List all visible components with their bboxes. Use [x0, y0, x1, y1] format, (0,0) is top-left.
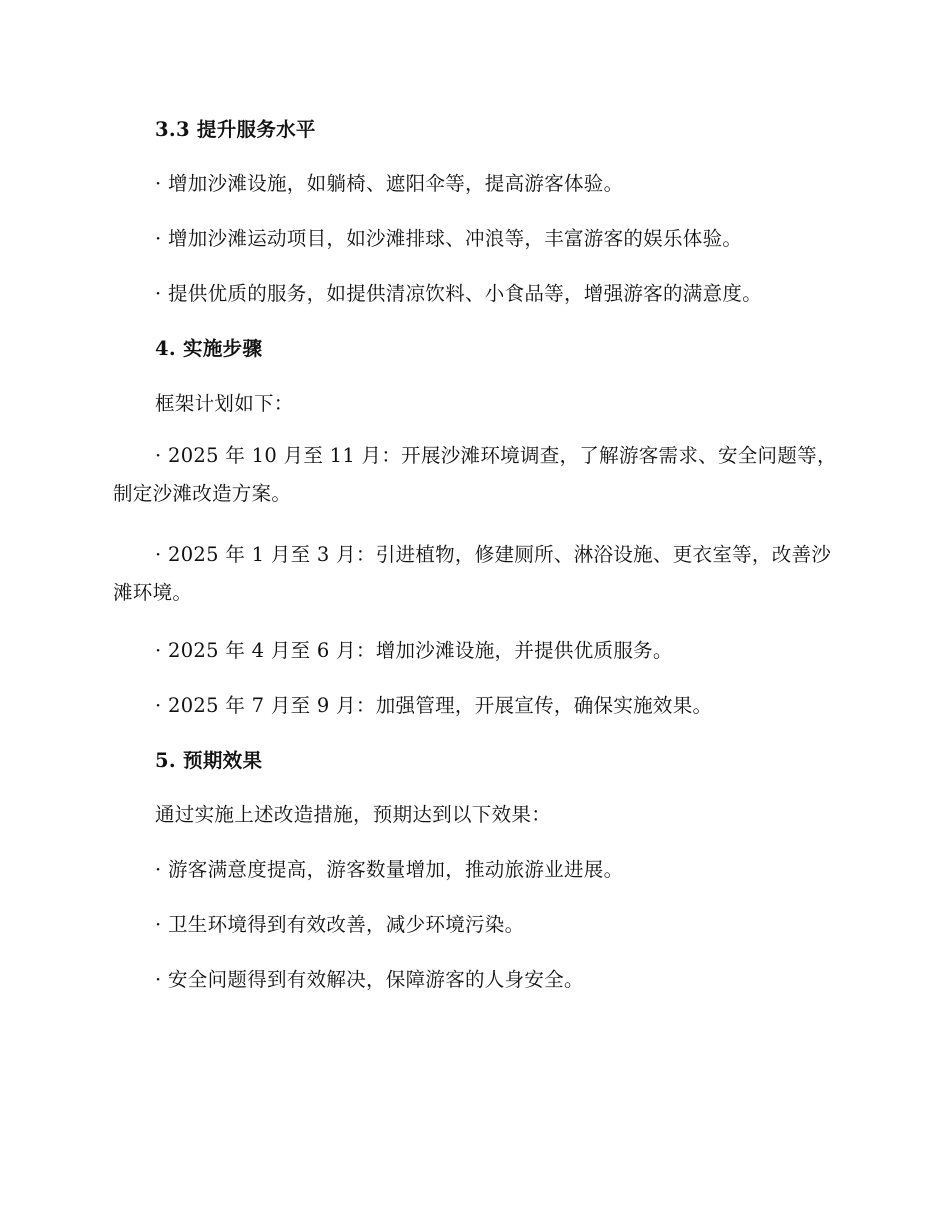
section-5-heading: 5. 预期效果 — [155, 749, 263, 772]
section-4-intro: 框架计划如下： — [155, 392, 294, 415]
section-5-bullet-2: · 卫生环境得到有效改善，减少环境污染。 — [155, 913, 525, 936]
section-5-bullet-3: · 安全问题得到有效解决，保障游客的人身安全。 — [155, 968, 584, 991]
section-4-step-2: · 2025 年 1 月至 3 月：引进植物，修建厕所、淋浴设施、更衣室等，改善沙滩环境。 — [113, 543, 832, 604]
section-5-intro: 通过实施上述改造措施，预期达到以下效果： — [155, 803, 552, 826]
section-3-3-heading: 3.3 提升服务水平 — [155, 118, 316, 141]
section-3-3-bullet-3: · 提供优质的服务，如提供清凉饮料、小食品等，增强游客的满意度。 — [155, 282, 762, 305]
section-3-3-bullet-1: · 增加沙滩设施，如躺椅、遮阳伞等，提高游客体验。 — [155, 172, 624, 195]
section-5-bullet-1: · 游客满意度提高，游客数量增加，推动旅游业进展。 — [155, 858, 624, 881]
section-4-step-4: · 2025 年 7 月至 9 月：加强管理，开展宣传，确保实施效果。 — [155, 694, 713, 717]
section-3-3-bullet-2: · 增加沙滩运动项目，如沙滩排球、冲浪等，丰富游客的娱乐体验。 — [155, 227, 743, 250]
section-4-step-3: · 2025 年 4 月至 6 月：增加沙滩设施，并提供优质服务。 — [155, 639, 673, 662]
section-4-step-1: · 2025 年 10 月至 11 月：开展沙滩环境调查，了解游客需求、安全问题等，制定沙滩改造方案。 — [113, 444, 837, 505]
section-4-heading: 4. 实施步骤 — [155, 337, 263, 360]
